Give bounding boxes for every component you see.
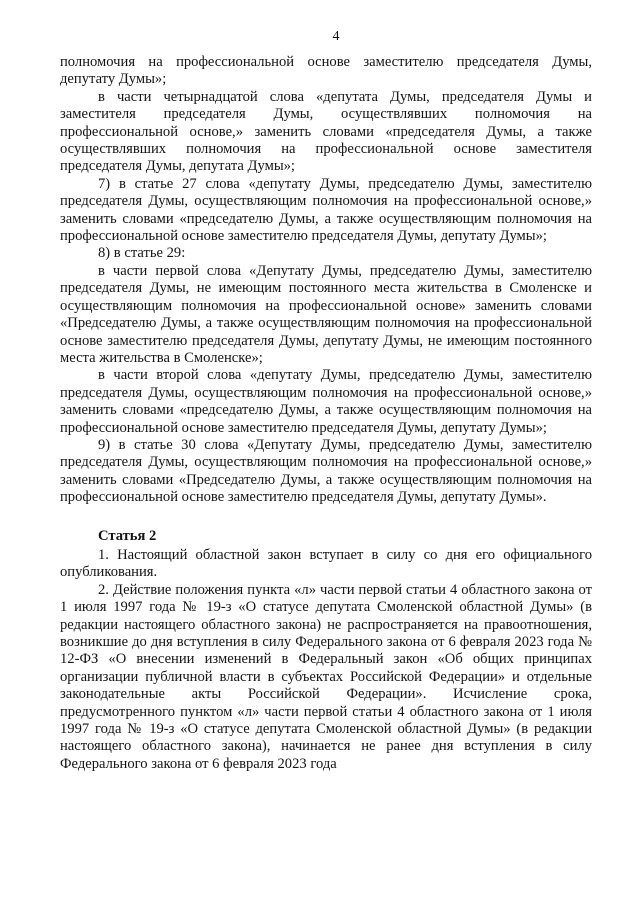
paragraph: 7) в статье 27 слова «депутату Думы, председателю Думы, заместителю председателя Думы, осуществляющим полномочия на профессиональной основе,» заменить словами «председателю Думы, а также осуществляющим полномочия на профессиональной основе заместителю председателя Думы, депутату Думы»; bbox=[60, 175, 592, 245]
article-2-section bbox=[60, 547, 592, 773]
paragraph: полномочия на профессиональной основе заместителю председателя Думы, депутату Думы»; bbox=[60, 54, 592, 88]
paragraph: 9) в статье 30 слова «Депутату Думы, председателю Думы, заместителю председателя Думы, осуществляющим полномочия на профессиональной основе,» заменить словами «Председателю Думы, а также осуществляющим полномочия на профессиональной основе заместителю председателя Думы, депутату Думы». bbox=[60, 436, 592, 506]
paragraph: 2. Действие положения пункта «л» части первой статьи 4 областного закона от 1 июля 1997 года № 19-з «О статусе депутата Смоленской областной Думы» (в редакции настоящего областного закона) не распространяется на правоотношения, возникшие до дня вступления в силу Федерального закона от 6 февраля 2023 года № 12-ФЗ «О внесении изменений в Федеральный закон «Об общих принципах организации публичной власти в субъектах Российской Федерации» и отдельные законодательные акты Российской Федерации». Исчисление срока, предусмотренного пунктом «л» части первой статьи 4 областного закона от 1 июля 1997 года № 19-з «О статусе депутата Смоленской областной Думы» (в редакции настоящего областного закона), начинается не ранее дня вступления в силу Федерального закона от 6 февраля 2023 года bbox=[60, 581, 592, 772]
paragraph: 1. Настоящий областной закон вступает в силу со дня его официального опубликования. bbox=[60, 546, 592, 581]
paragraph: 8) в статье 29: bbox=[98, 245, 186, 262]
amendments-section bbox=[60, 54, 592, 507]
paragraph: в части первой слова «Депутату Думы, председателю Думы, заместителю председателя Думы, не имеющим постоянного места жительства в Смоленске и осуществляющим полномочия на профессиональной основе» заменить словами «Председателю Думы, а также осуществляющим полномочия на профессиональной основе заместителю председателя Думы, депутату Думы, не имеющим постоянного места жительства в Смоленске»; bbox=[60, 262, 592, 366]
article-heading: Статья 2 bbox=[98, 527, 157, 544]
paragraph: в части второй слова «депутату Думы, председателю Думы, заместителю председателя Думы, осуществляющим полномочия на профессиональной основе,» заменить словами «председателю Думы, а также осуществляющим полномочия на профессиональной основе заместителю председателя Думы, депутату Думы»; bbox=[60, 367, 592, 436]
page-number: 4 bbox=[332, 29, 340, 44]
paragraph: в части четырнадцатой слова «депутата Думы, председателя Думы и заместителя председателя Думы, осуществлявших полномочия на профессиональной основе,» заменить словами «председателя Думы, а также осуществлявших полномочия на профессиональной основе заместителя председателя Думы, депутата Думы»; bbox=[60, 88, 592, 175]
